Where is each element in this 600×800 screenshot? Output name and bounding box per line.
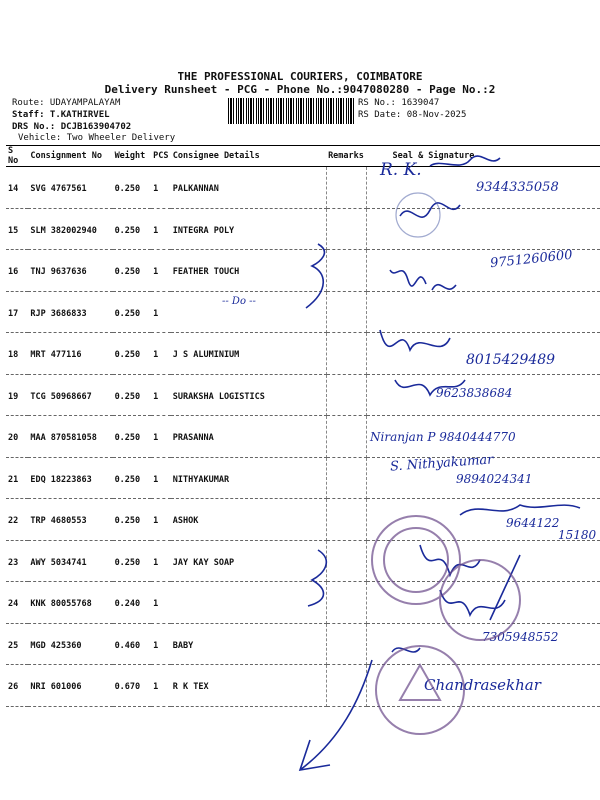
col-remarks: Remarks (326, 146, 366, 167)
ditto-mark: -- Do -- (222, 296, 256, 307)
cell-cd: R K TEX (171, 665, 326, 707)
cell-cno: NRI 601006 (28, 665, 112, 707)
col-sno: S No (6, 146, 28, 167)
cell-cd: BABY (171, 623, 326, 665)
cell-cd: INTEGRA POLY (171, 208, 326, 250)
scribble-row22 (460, 505, 580, 515)
cell-sno: 17 (6, 291, 28, 333)
cell-wt: 0.240 (113, 582, 152, 624)
brace-top (306, 244, 324, 308)
runsheet-subtitle: Delivery Runsheet - PCG - Phone No.:9047080280 - Page No.:2 (104, 83, 496, 96)
scribble-row16 (390, 270, 456, 290)
cell-pcs: 1 (151, 208, 171, 250)
cell-pcs: 1 (151, 582, 171, 624)
cell-pcs: 1 (151, 499, 171, 541)
signature-row14: R. K. (380, 160, 422, 180)
cell-wt: 0.250 (113, 540, 152, 582)
company-title: THE PROFESSIONAL COURIERS, COIMBATORE (177, 70, 423, 83)
cell-cd: ASHOK (171, 499, 326, 541)
scribble-row18 (380, 330, 450, 350)
cell-cno: KNK 80055768 (28, 582, 112, 624)
stamp-row15 (396, 193, 440, 237)
scribble-row14 (430, 156, 500, 166)
cell-pcs: 1 (151, 623, 171, 665)
cell-cno: TNJ 9637636 (28, 250, 112, 292)
cell-wt: 0.250 (113, 416, 152, 458)
scribble-row19 (395, 380, 465, 395)
cell-pcs: 1 (151, 665, 171, 707)
cell-cd: FEATHER TOUCH (171, 250, 326, 292)
cell-sno: 22 (6, 499, 28, 541)
signature-row26: Chandrasekhar (424, 676, 541, 694)
cell-sno: 16 (6, 250, 28, 292)
cell-sno: 23 (6, 540, 28, 582)
cell-pcs: 1 (151, 374, 171, 416)
cell-cno: EDQ 18223863 (28, 457, 112, 499)
cell-cd: J S ALUMINIUM (171, 333, 326, 375)
cell-cd: JAY KAY SOAP (171, 540, 326, 582)
cell-sno: 26 (6, 665, 28, 707)
cell-cno: MRT 477116 (28, 333, 112, 375)
stamp-rk-tex-triangle (400, 665, 440, 700)
cell-pcs: 1 (151, 291, 171, 333)
cell-sno: 24 (6, 582, 28, 624)
rs-number: RS No.: 1639047 (358, 98, 440, 108)
signature-row21: S. Nithyakumar (389, 452, 494, 475)
phone-row19: 9623838684 (436, 386, 513, 400)
cell-pcs: 1 (151, 540, 171, 582)
cell-wt: 0.250 (113, 457, 152, 499)
drs-number: DRS No.: DCJB163904702 (12, 122, 132, 132)
cell-wt: 0.250 (113, 291, 152, 333)
route: Route: UDAYAMPALAYAM (12, 98, 121, 108)
cell-cno: MAA 870581058 (28, 416, 112, 458)
phone-row22a: 9644122 (506, 516, 560, 530)
cell-sno: 18 (6, 333, 28, 375)
brace-bottom (308, 550, 326, 606)
col-seal: Seal & Signature (366, 146, 600, 167)
cell-cno: AWY 5034741 (28, 540, 112, 582)
cell-cd: SURAKSHA LOGISTICS (171, 374, 326, 416)
col-consignment: Consignment No (28, 146, 112, 167)
stamp-jay-kay-2 (440, 560, 520, 640)
phone-row16: 9751260600 (489, 247, 574, 272)
cell-pcs: 1 (151, 167, 171, 209)
cell-cd: PALKANNAN (171, 167, 326, 209)
phone-row22b: 15180 (558, 528, 597, 542)
long-stroke (300, 660, 372, 770)
signature-row20: Niranjan P 9840444770 (370, 430, 516, 444)
scribble-row15 (400, 203, 460, 217)
cell-wt: 0.670 (113, 665, 152, 707)
cell-wt: 0.250 (113, 208, 152, 250)
col-weight: Weight (113, 146, 152, 167)
cell-sno: 19 (6, 374, 28, 416)
col-details: Consignee Details (171, 146, 326, 167)
cell-pcs: 1 (151, 457, 171, 499)
stamp-jay-kay-1 (372, 516, 460, 604)
cell-wt: 0.250 (113, 167, 152, 209)
cell-pcs: 1 (151, 416, 171, 458)
cell-sno: 21 (6, 457, 28, 499)
staff: Staff: T.KATHIRVEL (12, 110, 110, 120)
cell-wt: 0.250 (113, 333, 152, 375)
cell-cno: TRP 4680553 (28, 499, 112, 541)
cell-cno: SLM 382002940 (28, 208, 112, 250)
cell-sno: 20 (6, 416, 28, 458)
phone-row21: 9894024341 (456, 472, 533, 486)
cell-cno: RJP 3686833 (28, 291, 112, 333)
cell-sno: 14 (6, 167, 28, 209)
cell-wt: 0.460 (113, 623, 152, 665)
cell-cno: TCG 50968667 (28, 374, 112, 416)
cell-sno: 15 (6, 208, 28, 250)
cell-cno: MGD 425360 (28, 623, 112, 665)
cell-pcs: 1 (151, 333, 171, 375)
vehicle: Vehicle: Two Wheeler Delivery (18, 133, 176, 143)
cell-cd: NITHYAKUMAR (171, 457, 326, 499)
cell-wt: 0.250 (113, 499, 152, 541)
phone-row14: 9344335058 (476, 180, 559, 195)
col-pcs: PCS (151, 146, 171, 167)
cell-sno: 25 (6, 623, 28, 665)
stamp-rk-tex (376, 646, 464, 734)
rs-date: RS Date: 08-Nov-2025 (358, 110, 467, 120)
cell-wt: 0.250 (113, 250, 152, 292)
cell-cno: SVG 4767561 (28, 167, 112, 209)
cell-pcs: 1 (151, 250, 171, 292)
phone-row18: 8015429489 (466, 352, 556, 368)
scribble-row24 (440, 555, 520, 620)
cell-wt: 0.250 (113, 374, 152, 416)
phone-row25: 7305948552 (482, 630, 559, 644)
cell-cd: PRASANNA (171, 416, 326, 458)
